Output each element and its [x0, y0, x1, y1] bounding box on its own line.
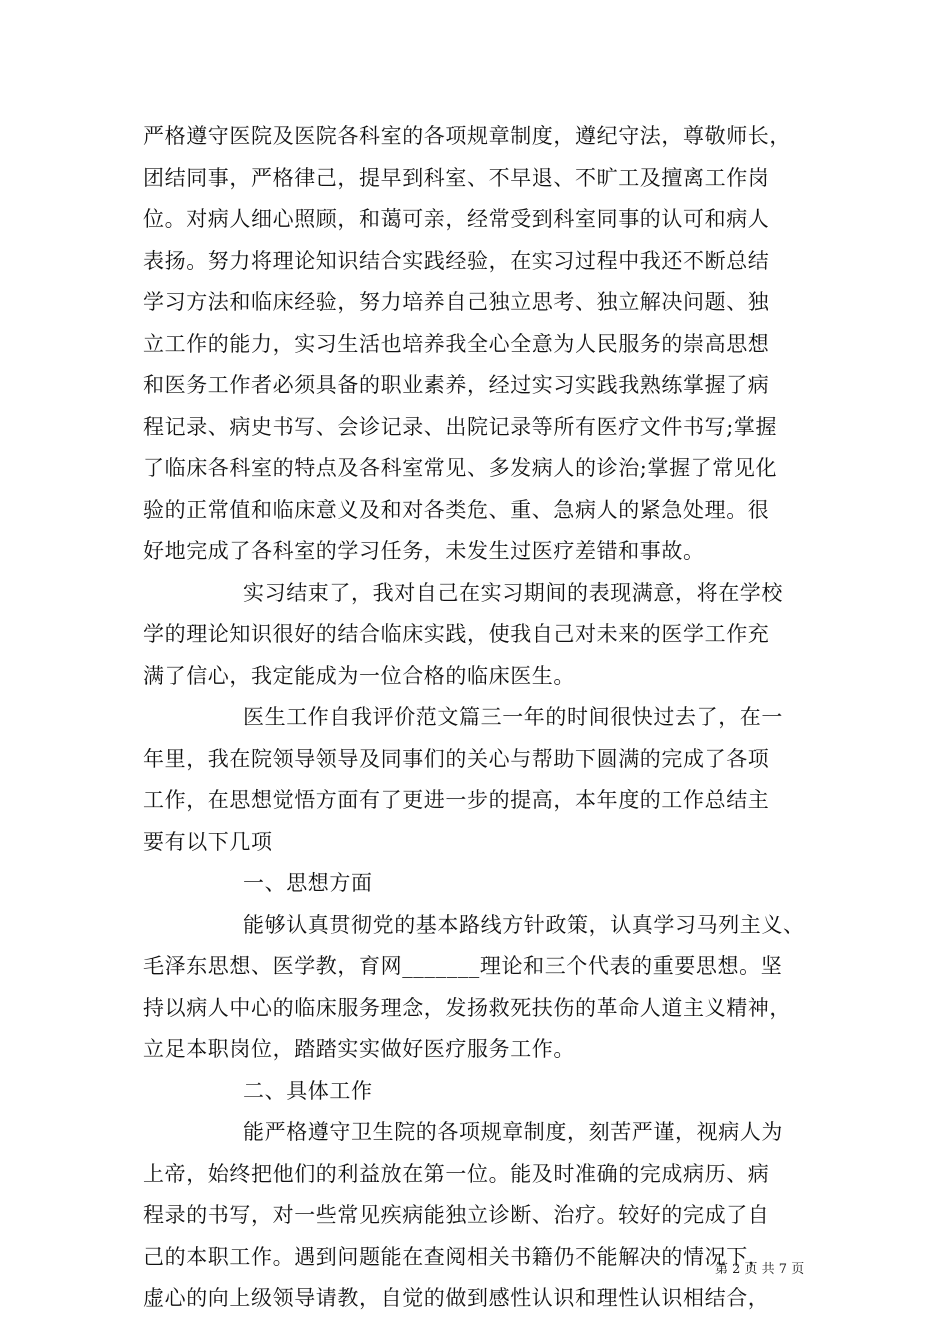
text-line: 好地完成了各科室的学习任务，未发生过医疗差错和事故。: [143, 539, 705, 563]
section-heading: 一、思想方面: [243, 871, 373, 895]
paragraph-first-line: 能严格遵守卫生院的各项规章制度，刻苦严谨，视病人为: [243, 1120, 783, 1144]
paragraph-first-line: 医生工作自我评价范文篇三一年的时间很快过去了，在一: [243, 705, 783, 729]
text-line: 立工作的能力，实习生活也培养我全心全意为人民服务的崇高思想: [143, 331, 770, 356]
text-line: 要有以下几项: [143, 829, 273, 854]
text-line: 和医务工作者必须具备的职业素养，经过实习实践我熟练掌握了病: [143, 373, 770, 397]
text-line: 毛泽东思想、医学教，育网_______理论和三个代表的重要思想。坚: [143, 954, 783, 978]
text-line: 工作，在思想觉悟方面有了更进一步的提高，本年度的工作总结主: [143, 788, 770, 812]
text-line: 满了信心，我定能成为一位合格的临床医生。: [143, 663, 575, 688]
text-line: 严格遵守医院及医院各科室的各项规章制度，遵纪守法，尊敬师长，: [143, 124, 791, 148]
text-line: 虚心的向上级领导请教，自觉的做到感性认识和理性认识相结合，: [143, 1286, 770, 1310]
section-heading: 二、具体工作: [243, 1078, 373, 1103]
text-line: 上帝，始终把他们的利益放在第一位。能及时准确的完成病历、病: [143, 1161, 770, 1186]
text-line: 学的理论知识很好的结合临床实践，使我自己对未来的医学工作充: [143, 622, 770, 646]
text-line: 持以病人中心的临床服务理念，发扬救死扶伤的革命人道主义精神，: [143, 995, 791, 1020]
text-line: 程录的书写，对一些常见疾病能独立诊断、治疗。较好的完成了自: [143, 1203, 770, 1227]
page-number: 第 2 页 共 7 页: [715, 1262, 805, 1277]
text-line: 团结同事，严格律己，提早到科室、不早退、不旷工及擅离工作岗: [143, 165, 770, 190]
text-line: 表扬。努力将理论知识结合实践经验，在实习过程中我还不断总结: [143, 248, 770, 273]
text-line: 立足本职岗位，踏踏实实做好医疗服务工作。: [143, 1037, 575, 1061]
paragraph-first-line: 能够认真贯彻党的基本路线方针政策，认真学习马列主义、: [243, 912, 805, 937]
text-line: 验的正常值和临床意义及和对各类危、重、急病人的紧急处理。很: [143, 497, 770, 522]
text-line: 己的本职工作。遇到问题能在查阅相关书籍仍不能解决的情况下，: [143, 1244, 770, 1269]
text-line: 了临床各科室的特点及各科室常见、多发病人的诊治;掌握了常见化: [143, 456, 778, 480]
text-line: 程记录、病史书写、会诊记录、出院记录等所有医疗文件书写;掌握: [143, 414, 778, 439]
text-line: 年里，我在院领导领导及同事们的关心与帮助下圆满的完成了各项: [143, 746, 770, 771]
text-line: 位。对病人细心照顾，和蔼可亲，经常受到科室同事的认可和病人: [143, 207, 770, 231]
document-body: [143, 116, 843, 1320]
paragraph-first-line: 实习结束了，我对自己在实习期间的表现满意，将在学校: [243, 580, 783, 605]
text-line: 学习方法和临床经验，努力培养自己独立思考、独立解决问题、独: [143, 290, 770, 314]
